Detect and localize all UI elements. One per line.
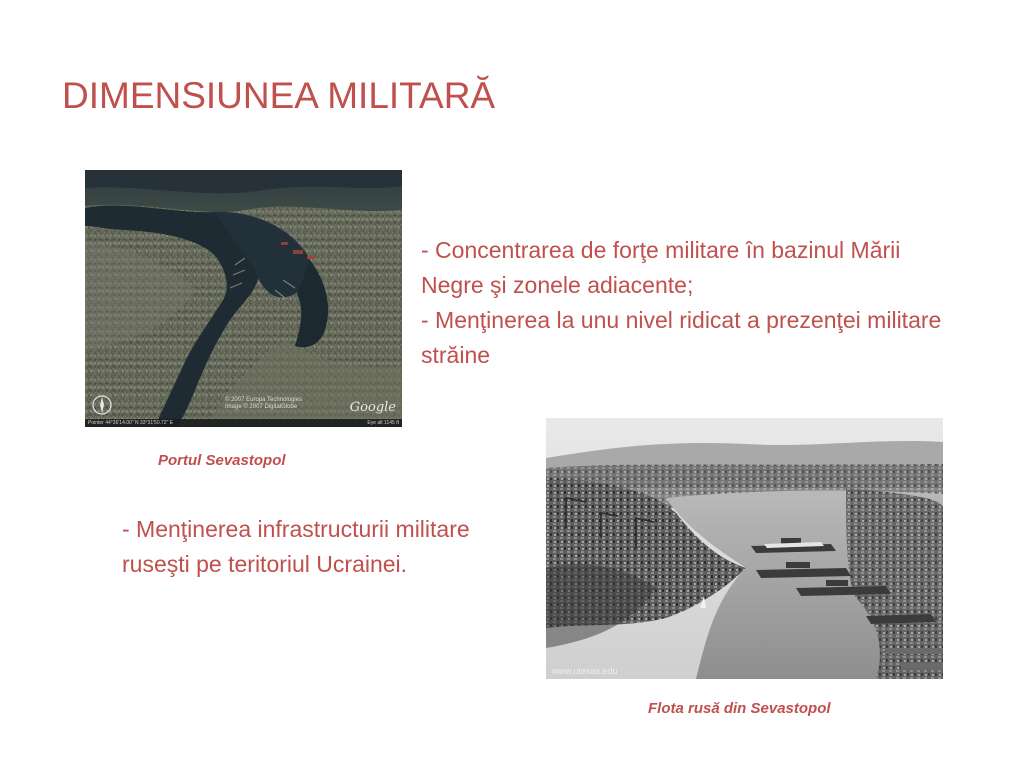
bullet-item: - Menţinerea la unu nivel ridicat a prezenţei militare străine xyxy=(421,307,942,368)
copyright-line-2: Image © 2007 DigitalGlobe xyxy=(225,404,298,410)
google-watermark: Google xyxy=(349,400,396,415)
bullet-item: - Menţinerea infrastructurii militare ruseşti pe teritoriul Ucrainei. xyxy=(122,516,470,577)
fleet-watermark: www.utexas.edu xyxy=(552,666,618,676)
copyright-line-1: © 2007 Europa Technologies xyxy=(225,397,303,403)
status-pointer: Pointer 44°36'14.00" N 33°31'50.72" E xyxy=(88,420,174,426)
bullets-top xyxy=(421,233,951,373)
slide-title: DIMENSIUNEA MILITARĂ xyxy=(62,75,496,116)
caption-fleet: Flota rusă din Sevastopol xyxy=(648,700,831,717)
status-eye-alt: Eye alt 1145 ft xyxy=(367,420,399,426)
fleet-photo xyxy=(546,418,943,679)
bullets-bottom xyxy=(122,512,502,582)
bullet-item: - Concentrarea de forţe militare în bazinul Mării Negre şi zonele adiacente; xyxy=(421,237,901,298)
satellite-photo xyxy=(85,170,402,427)
caption-satellite: Portul Sevastopol xyxy=(158,452,286,469)
